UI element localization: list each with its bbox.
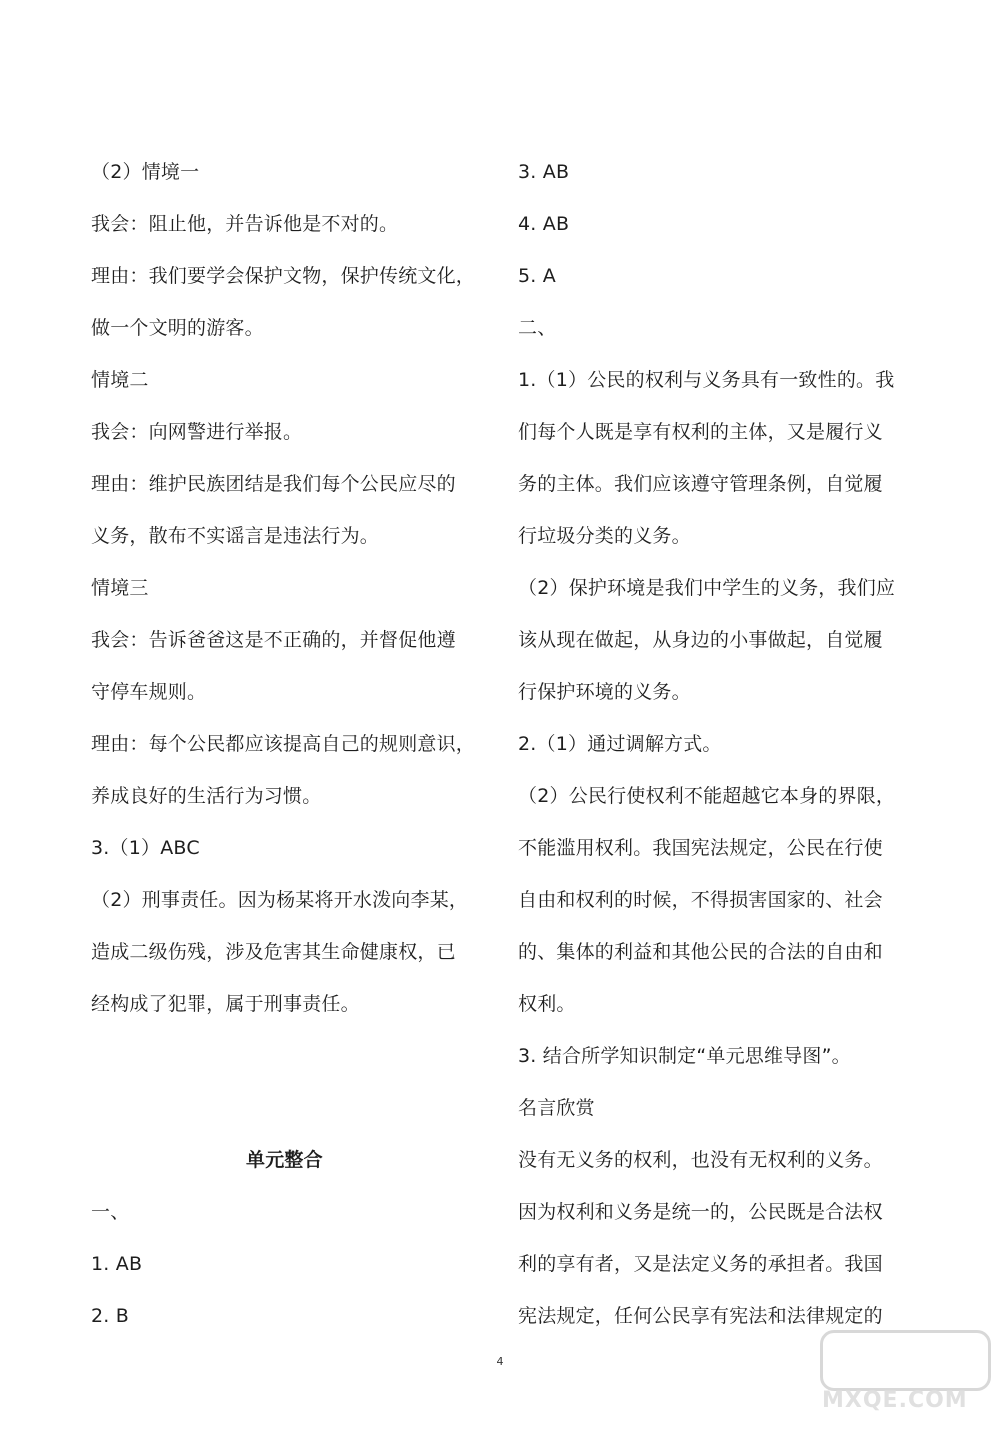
text-line: 2. B xyxy=(91,1305,130,1327)
text-line: 3. AB xyxy=(518,161,570,183)
text-line: （2）刑事责任。因为杨某将开水泼向李某， xyxy=(91,889,469,911)
text-line: 做一个文明的游客。 xyxy=(91,317,264,339)
watermark-logo xyxy=(810,1330,990,1425)
text-line: 们每个人既是享有权利的主体，又是履行义 xyxy=(518,421,883,443)
text-line: 没有无义务的权利，也没有无权利的义务。 xyxy=(518,1149,883,1171)
text-line: 我会：告诉爸爸这是不正确的，并督促他遵 xyxy=(91,629,456,651)
text-line: 守停车规则。 xyxy=(91,681,207,703)
text-line: 行垃圾分类的义务。 xyxy=(518,525,691,547)
text-line: 5. A xyxy=(518,265,556,287)
text-line: 二、 xyxy=(518,317,557,339)
text-line: 1. AB xyxy=(91,1253,143,1275)
text-line: 4. AB xyxy=(518,213,570,235)
text-line: 该从现在做起，从身边的小事做起，自觉履 xyxy=(518,629,883,651)
text-line: 1.（1）公民的权利与义务具有一致性的。我 xyxy=(518,369,895,391)
text-line: （2）公民行使权利不能超越它本身的界限， xyxy=(518,785,896,807)
text-line: 造成二级伤残，涉及危害其生命健康权，已 xyxy=(91,941,456,963)
right-column xyxy=(518,152,918,1348)
text-line: 理由：每个公民都应该提高自己的规则意识， xyxy=(91,733,476,755)
text-line: 因为权利和义务是统一的，公民既是合法权 xyxy=(518,1201,883,1223)
text-line: 自由和权利的时候，不得损害国家的、社会 xyxy=(518,889,883,911)
section-title: 单元整合 xyxy=(246,1149,323,1171)
text-line: （2）情境一 xyxy=(91,161,200,183)
text-line: 2.（1）通过调解方式。 xyxy=(518,733,722,755)
text-line: 名言欣赏 xyxy=(518,1097,595,1119)
text-line: 经构成了犯罪，属于刑事责任。 xyxy=(91,993,360,1015)
text-line: 行保护环境的义务。 xyxy=(518,681,691,703)
text-line: 我会：阻止他，并告诉他是不对的。 xyxy=(91,213,399,235)
text-line: 养成良好的生活行为习惯。 xyxy=(91,785,322,807)
text-line: 宪法规定，任何公民享有宪法和法律规定的 xyxy=(518,1305,883,1327)
text-line: 我会：向网警进行举报。 xyxy=(91,421,303,443)
text-line: 3.（1）ABC xyxy=(91,837,200,859)
text-line: （2）保护环境是我们中学生的义务，我们应 xyxy=(518,577,896,599)
text-line: 理由：维护民族团结是我们每个公民应尽的 xyxy=(91,473,456,495)
text-line: 不能滥用权利。我国宪法规定，公民在行使 xyxy=(518,837,883,859)
text-line: 权利。 xyxy=(518,993,576,1015)
text-line: 一、 xyxy=(91,1201,130,1223)
page-number: 4 xyxy=(496,1355,504,1368)
left-column xyxy=(91,152,496,1348)
text-line: 务的主体。我们应该遵守管理条例，自觉履 xyxy=(518,473,883,495)
text-line: 利的享有者，又是法定义务的承担者。我国 xyxy=(518,1253,883,1275)
watermark-site: MXQE.COM xyxy=(822,1388,968,1413)
watermark-badge xyxy=(820,1330,991,1391)
text-line: 义务，散布不实谣言是违法行为。 xyxy=(91,525,380,547)
text-line: 理由：我们要学会保护文物，保护传统文化， xyxy=(91,265,476,287)
blank-line xyxy=(91,1036,496,1088)
blank-line xyxy=(91,1088,496,1140)
text-line: 3. 结合所学知识制定“单元思维导图”。 xyxy=(518,1045,851,1067)
text-line: 的、集体的利益和其他公民的合法的自由和 xyxy=(518,941,883,963)
text-line: 情境二 xyxy=(91,369,149,391)
text-line: 情境三 xyxy=(91,577,149,599)
